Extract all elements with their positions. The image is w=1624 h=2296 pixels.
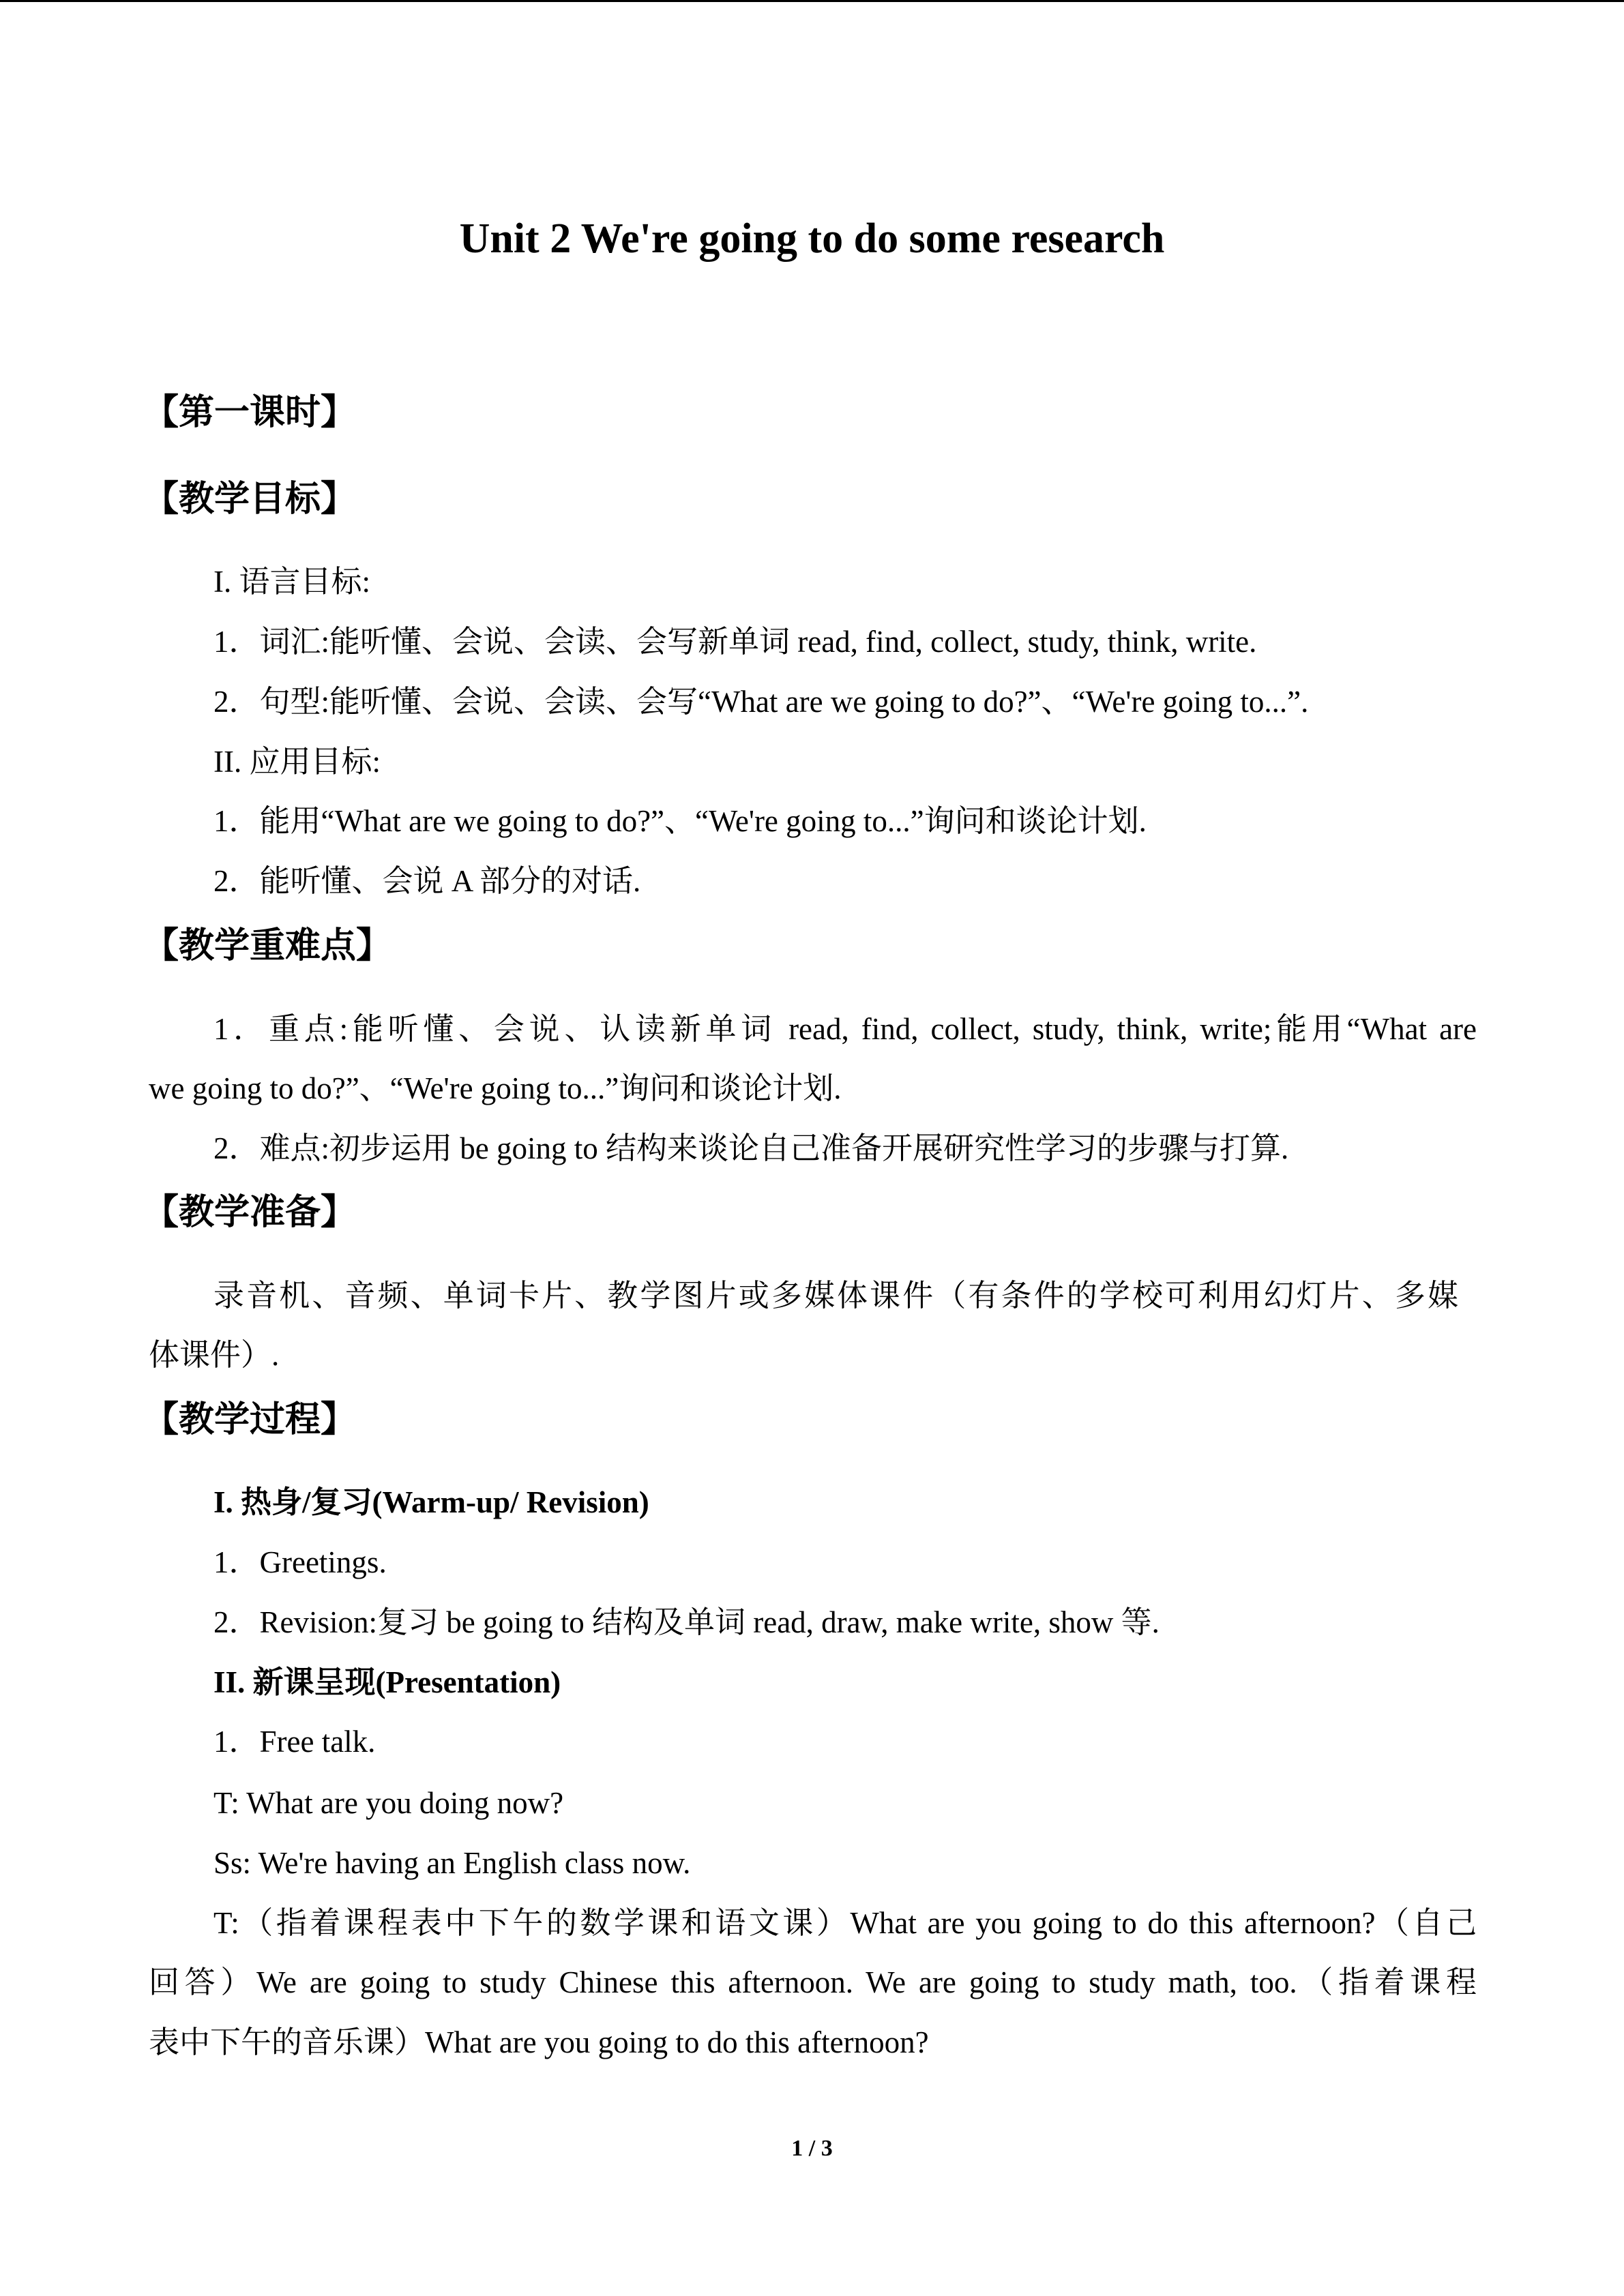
- objective-language-item-2: 2．句型:能听懂、会说、会读、会写“What are we going to do?”、“We're going to...”.: [213, 685, 1309, 719]
- preparation-line-1: [213, 1275, 1458, 1316]
- page-number: 1 / 3: [791, 2136, 833, 2161]
- document-title: Unit 2 We're going to do some research: [459, 215, 1165, 262]
- heading-key-points: 【教学重难点】: [143, 925, 392, 966]
- process-section-2-title: II. 新课呈现(Presentation): [213, 1665, 561, 1699]
- process-section-1-title: I. 热身/复习(Warm-up/ Revision): [213, 1485, 649, 1519]
- preparation-line-1-text: 录音机、音频、单词卡片、教学图片或多媒体课件（有条件的学校可利用幻灯片、多媒: [213, 1279, 1458, 1313]
- process-section-1-item-1: 1．Greetings.: [213, 1545, 387, 1579]
- dialogue-teacher-2-line-2: [149, 1962, 1477, 2003]
- dialogue-teacher-2-line-3: 表中下午的音乐课）What are you going to do this afternoon?: [149, 2025, 929, 2059]
- dialogue-teacher-2-line-1-text: T:（指着课程表中下午的数学课和语文课）What are you going to do this afternoon?（自己: [213, 1906, 1477, 1940]
- dialogue-students-1: Ss: We're having an English class now.: [213, 1846, 691, 1880]
- heading-lesson: 【第一课时】: [143, 392, 357, 433]
- key-point-2: 2．难点:初步运用 be going to 结构来谈论自己准备开展研究性学习的步骤与打算.: [213, 1131, 1289, 1165]
- process-section-1-item-2: 2．Revision:复习 be going to 结构及单词 read, draw, make write, show 等.: [213, 1605, 1160, 1639]
- dialogue-teacher-1: T: What are you doing now?: [213, 1786, 564, 1820]
- objective-language-title: I. 语言目标:: [213, 565, 370, 599]
- key-point-1-line-1-text: 1．重点:能听懂、会说、认读新单词 read, find, collect, study, think, write;能用“What are: [213, 1012, 1477, 1046]
- key-point-1-line-2: we going to do?”、“We're going to...”询问和谈论计划.: [149, 1071, 842, 1105]
- heading-preparation: 【教学准备】: [143, 1192, 357, 1233]
- dialogue-teacher-2-line-1: [213, 1903, 1477, 1943]
- heading-objectives: 【教学目标】: [143, 479, 357, 520]
- preparation-line-2: 体课件）.: [149, 1338, 280, 1372]
- dialogue-teacher-2-line-2-text: 回答）We are going to study Chinese this afternoon. We are going to study math, too.（指着课程: [149, 1965, 1477, 1999]
- objective-application-item-1: 1．能用“What are we going to do?”、“We're going to...”询问和谈论计划.: [213, 804, 1147, 838]
- objective-application-item-2: 2．能听懂、会说 A 部分的对话.: [213, 864, 641, 898]
- objective-language-item-1: 1．词汇:能听懂、会说、会读、会写新单词 read, find, collect, study, think, write.: [213, 625, 1257, 659]
- heading-process: 【教学过程】: [143, 1399, 357, 1440]
- key-point-1-line-1: [213, 1009, 1477, 1049]
- process-section-2-item-1: 1．Free talk.: [213, 1725, 376, 1759]
- objective-application-title: II. 应用目标:: [213, 745, 381, 779]
